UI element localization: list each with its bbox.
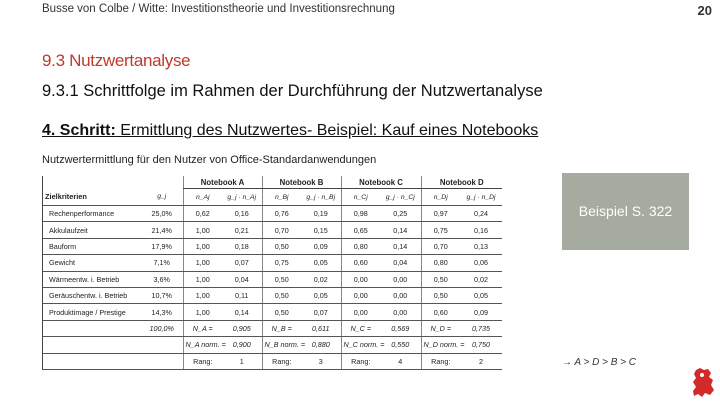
value-cell: 0,50 bbox=[262, 287, 301, 303]
criteria-header: Zielkriterien bbox=[43, 189, 141, 206]
table-row bbox=[43, 255, 502, 271]
value-cell: 0,00 bbox=[380, 287, 421, 303]
value-cell: 0,16 bbox=[222, 206, 262, 222]
value-cell: 1,00 bbox=[183, 255, 222, 271]
n-value-cell: 0,905 bbox=[222, 320, 262, 336]
value-cell: 0,98 bbox=[341, 206, 380, 222]
step-label: 4. Schritt: bbox=[42, 122, 116, 139]
criterion-cell: Gewicht bbox=[43, 255, 141, 271]
value-cell: 0,04 bbox=[380, 255, 421, 271]
value-cell: 0,60 bbox=[421, 304, 460, 320]
subsection-title: 9.3.1 Schrittfolge im Rahmen der Durchführung der Nutzwertanalyse bbox=[42, 82, 543, 100]
n-label-cell: N_C = bbox=[341, 320, 380, 336]
table-row bbox=[43, 238, 502, 254]
weight-cell: 25,0% bbox=[141, 206, 183, 222]
value-cell: 0,70 bbox=[421, 238, 460, 254]
value-cell: 0,50 bbox=[262, 304, 301, 320]
value-cell: 0,02 bbox=[301, 271, 341, 287]
source-header: Busse von Colbe / Witte: Investitionstheorie und Investitionsrechnung bbox=[42, 3, 395, 15]
value-cell: 1,00 bbox=[183, 271, 222, 287]
notebook-b-header: Notebook B bbox=[262, 176, 341, 189]
value-cell: 0,15 bbox=[301, 222, 341, 238]
university-bear-logo-icon bbox=[690, 366, 716, 398]
value-cell: 0,04 bbox=[222, 271, 262, 287]
weight-cell: 14,3% bbox=[141, 304, 183, 320]
value-cell: 0,70 bbox=[262, 222, 301, 238]
sub-header: n_Aj bbox=[183, 189, 222, 206]
value-cell: 0,02 bbox=[460, 271, 502, 287]
rank-value-cell: 1 bbox=[222, 353, 262, 369]
rank-value-cell: 3 bbox=[301, 353, 341, 369]
criterion-cell: Rechenperformance bbox=[43, 206, 141, 222]
n-norm-label-cell: N_B norm. = bbox=[262, 337, 301, 353]
weight-cell: 17,9% bbox=[141, 238, 183, 254]
empty-cell bbox=[43, 353, 141, 369]
value-cell: 0,13 bbox=[460, 238, 502, 254]
n-norm-label-cell: N_D norm. = bbox=[421, 337, 460, 353]
sub-header: g_j · n_Cj bbox=[380, 189, 421, 206]
notebook-c-header: Notebook C bbox=[341, 176, 421, 189]
n-norm-label-cell: N_C norm. = bbox=[341, 337, 380, 353]
sub-header: n_Bj bbox=[262, 189, 301, 206]
criterion-cell: Bauform bbox=[43, 238, 141, 254]
value-cell: 0,14 bbox=[222, 304, 262, 320]
example-page-reference: Beispiel S. 322 bbox=[578, 203, 673, 219]
notebook-a-header: Notebook A bbox=[183, 176, 262, 189]
slide-number: 20 bbox=[697, 3, 712, 18]
table-row bbox=[43, 222, 502, 238]
value-cell: 0,00 bbox=[341, 304, 380, 320]
section-title: 9.3 Nutzwertanalyse bbox=[42, 51, 191, 70]
value-cell: 0,09 bbox=[460, 304, 502, 320]
value-cell: 0,60 bbox=[341, 255, 380, 271]
n-value-cell: 0,569 bbox=[380, 320, 421, 336]
value-cell: 0,97 bbox=[421, 206, 460, 222]
value-cell: 0,75 bbox=[262, 255, 301, 271]
value-cell: 0,05 bbox=[301, 255, 341, 271]
value-cell: 0,09 bbox=[301, 238, 341, 254]
empty-cell bbox=[43, 337, 141, 353]
value-cell: 1,00 bbox=[183, 304, 222, 320]
notebook-d-header: Notebook D bbox=[421, 176, 502, 189]
n-norm-value-cell: 0,900 bbox=[222, 337, 262, 353]
criterion-cell: Akkulaufzeit bbox=[43, 222, 141, 238]
value-cell: 0,80 bbox=[421, 255, 460, 271]
sub-header: g_j · n_Bj bbox=[301, 189, 341, 206]
value-cell: 0,11 bbox=[222, 287, 262, 303]
value-cell: 0,16 bbox=[460, 222, 502, 238]
step-title bbox=[42, 122, 538, 140]
rank-label-cell: Rang: bbox=[262, 353, 301, 369]
sub-header: g_j · n_Dj bbox=[460, 189, 502, 206]
value-cell: 0,06 bbox=[460, 255, 502, 271]
n-value-cell: 0,611 bbox=[301, 320, 341, 336]
value-cell: 0,07 bbox=[301, 304, 341, 320]
rank-value-cell: 4 bbox=[380, 353, 421, 369]
value-cell: 0,19 bbox=[301, 206, 341, 222]
value-cell: 0,24 bbox=[460, 206, 502, 222]
n-norm-value-cell: 0,880 bbox=[301, 337, 341, 353]
sub-header: n_Dj bbox=[421, 189, 460, 206]
weight-cell: 7,1% bbox=[141, 255, 183, 271]
weight-header: g_j bbox=[141, 189, 183, 206]
value-cell: 0,80 bbox=[341, 238, 380, 254]
value-cell: 0,75 bbox=[421, 222, 460, 238]
table-row bbox=[43, 287, 502, 303]
value-cell: 0,05 bbox=[460, 287, 502, 303]
ranking-formula: → A > D > B > C bbox=[562, 357, 637, 368]
utility-table bbox=[43, 176, 502, 370]
normalized-row bbox=[43, 337, 502, 353]
criterion-cell: Wärmeentw. i. Betrieb bbox=[43, 271, 141, 287]
value-cell: 0,05 bbox=[301, 287, 341, 303]
rank-label-cell: Rang: bbox=[341, 353, 380, 369]
value-cell: 0,00 bbox=[380, 271, 421, 287]
rank-label-cell: Rang: bbox=[421, 353, 460, 369]
value-cell: 0,50 bbox=[421, 271, 460, 287]
criterion-cell: Produktimage / Prestige bbox=[43, 304, 141, 320]
weight-cell: 10,7% bbox=[141, 287, 183, 303]
weight-cell: 3,6% bbox=[141, 271, 183, 287]
value-cell: 0,00 bbox=[341, 271, 380, 287]
empty-cell bbox=[141, 353, 183, 369]
value-cell: 1,00 bbox=[183, 238, 222, 254]
n-norm-label-cell: N_A norm. = bbox=[183, 337, 222, 353]
rank-row bbox=[43, 353, 502, 369]
value-cell: 1,00 bbox=[183, 287, 222, 303]
n-value-cell: 0,735 bbox=[460, 320, 502, 336]
example-page-reference-box bbox=[562, 173, 689, 250]
sub-header: g_j · n_Aj bbox=[222, 189, 262, 206]
n-label-cell: N_A = bbox=[183, 320, 222, 336]
n-label-cell: N_B = bbox=[262, 320, 301, 336]
weight-sum-cell: 100,0% bbox=[141, 320, 183, 336]
n-norm-value-cell: 0,550 bbox=[380, 337, 421, 353]
table-row bbox=[43, 206, 502, 222]
value-cell: 1,00 bbox=[183, 222, 222, 238]
rank-label-cell: Rang: bbox=[183, 353, 222, 369]
value-cell: 0,18 bbox=[222, 238, 262, 254]
rank-value-cell: 2 bbox=[460, 353, 502, 369]
value-cell: 0,00 bbox=[341, 287, 380, 303]
sub-header: n_Cj bbox=[341, 189, 380, 206]
value-cell: 0,50 bbox=[421, 287, 460, 303]
value-cell: 0,07 bbox=[222, 255, 262, 271]
utility-table-image bbox=[42, 176, 502, 370]
value-cell: 0,76 bbox=[262, 206, 301, 222]
table-row bbox=[43, 271, 502, 287]
table-caption: Nutzwertermittlung für den Nutzer von Office-Standardanwendungen bbox=[42, 154, 377, 166]
n-label-cell: N_D = bbox=[421, 320, 460, 336]
step-description: Ermittlung des Nutzwertes- Beispiel: Kauf eines Notebooks bbox=[115, 122, 539, 139]
value-cell: 0,65 bbox=[341, 222, 380, 238]
value-cell: 0,14 bbox=[380, 238, 421, 254]
sum-row bbox=[43, 320, 502, 336]
value-cell: 0,21 bbox=[222, 222, 262, 238]
table-row bbox=[43, 304, 502, 320]
value-cell: 0,50 bbox=[262, 238, 301, 254]
n-norm-value-cell: 0,750 bbox=[460, 337, 502, 353]
weight-cell: 21,4% bbox=[141, 222, 183, 238]
empty-cell bbox=[43, 320, 141, 336]
value-cell: 0,50 bbox=[262, 271, 301, 287]
criterion-cell: Geräuschentw. i. Betrieb bbox=[43, 287, 141, 303]
value-cell: 0,25 bbox=[380, 206, 421, 222]
value-cell: 0,62 bbox=[183, 206, 222, 222]
value-cell: 0,00 bbox=[380, 304, 421, 320]
empty-cell bbox=[141, 337, 183, 353]
value-cell: 0,14 bbox=[380, 222, 421, 238]
